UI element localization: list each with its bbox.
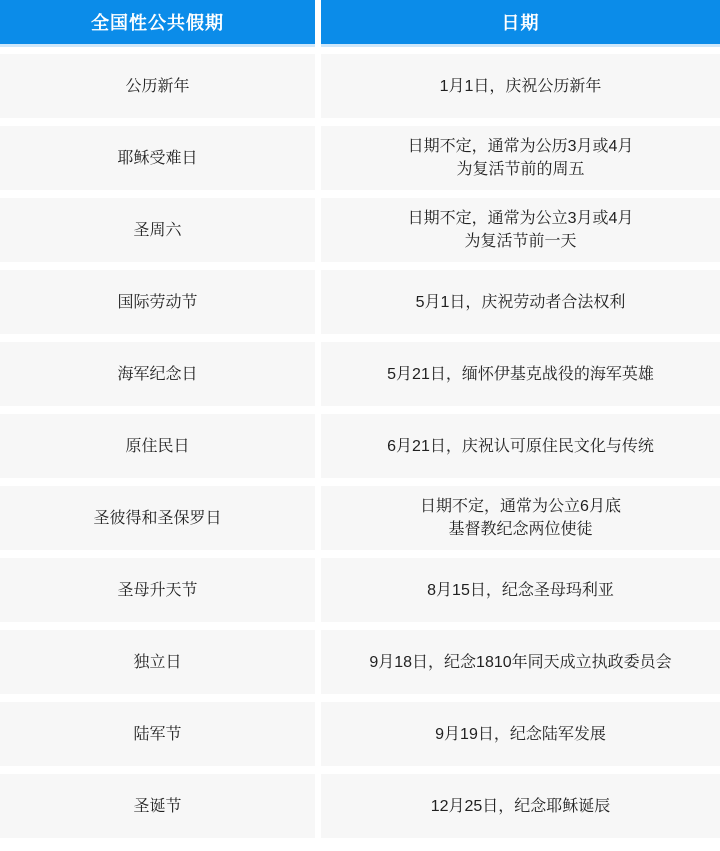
header-cell-date <box>321 0 720 47</box>
holiday-name-cell <box>0 126 315 190</box>
holiday-date-line: 12月25日，纪念耶稣诞辰 <box>430 797 611 815</box>
holiday-name-cell <box>0 702 315 766</box>
holiday-date-cell <box>321 558 720 622</box>
table-row <box>0 414 720 478</box>
holiday-date-cell <box>321 630 720 694</box>
table-header-row <box>0 0 720 47</box>
holiday-date-line: 为复活节前一天 <box>464 233 577 250</box>
holiday-name: 圣彼得和圣保罗日 <box>93 509 222 527</box>
holiday-date-line: 9月18日，纪念1810年同天成立执政委员会 <box>369 653 672 671</box>
holiday-name: 圣母升天节 <box>117 581 198 599</box>
table-row <box>0 702 720 766</box>
table-row <box>0 486 720 550</box>
holiday-date-line: 基督教纪念两位使徒 <box>448 521 593 538</box>
table-row <box>0 630 720 694</box>
holiday-date-line: 9月19日，纪念陆军发展 <box>435 725 606 743</box>
holiday-date-cell <box>321 702 720 766</box>
holiday-name: 国际劳动节 <box>117 293 198 311</box>
holiday-date-line: 6月21日，庆祝认可原住民文化与传统 <box>387 437 654 455</box>
holiday-name: 海军纪念日 <box>117 365 198 383</box>
holiday-date-line: 5月1日，庆祝劳动者合法权利 <box>415 293 626 311</box>
holiday-date-cell <box>321 414 720 478</box>
holiday-name: 独立日 <box>133 653 182 671</box>
holiday-date-cell <box>321 126 720 190</box>
holiday-name-cell <box>0 630 315 694</box>
table-row <box>0 54 720 118</box>
holiday-name-cell <box>0 270 315 334</box>
holiday-name: 耶稣受难日 <box>117 149 198 167</box>
holiday-date-cell <box>321 486 720 550</box>
holiday-date-line: 8月15日，纪念圣母玛利亚 <box>427 581 614 599</box>
holiday-date-cell <box>321 54 720 118</box>
holiday-name-cell <box>0 558 315 622</box>
holiday-name-cell <box>0 54 315 118</box>
holiday-name: 原住民日 <box>125 437 190 455</box>
holiday-date-cell <box>321 198 720 262</box>
holiday-date-line: 日期不定，通常为公立3月或4月 <box>407 210 634 227</box>
holiday-date-line: 1月1日，庆祝公历新年 <box>439 77 602 95</box>
table-row <box>0 198 720 262</box>
holiday-name-cell <box>0 342 315 406</box>
holiday-name: 圣周六 <box>133 221 182 239</box>
holiday-date-line: 日期不定，通常为公立6月底 <box>420 498 621 515</box>
holiday-date-line: 为复活节前的周五 <box>456 161 585 178</box>
holiday-name-cell <box>0 198 315 262</box>
table-row <box>0 774 720 838</box>
holiday-date-cell <box>321 774 720 838</box>
table-row <box>0 270 720 334</box>
table-row <box>0 126 720 190</box>
holiday-name: 陆军节 <box>133 725 182 743</box>
table-row <box>0 342 720 406</box>
holiday-date-cell <box>321 270 720 334</box>
holiday-name-cell <box>0 486 315 550</box>
holiday-date-line: 5月21日，缅怀伊基克战役的海军英雄 <box>387 365 654 383</box>
holiday-name-cell <box>0 774 315 838</box>
holiday-name: 公历新年 <box>125 77 190 95</box>
header-cell-holiday <box>0 0 315 47</box>
table-row <box>0 558 720 622</box>
header-label-holiday: 全国性公共假期 <box>91 13 224 33</box>
holiday-date-line: 日期不定，通常为公历3月或4月 <box>407 138 634 155</box>
holiday-name-cell <box>0 414 315 478</box>
holiday-name: 圣诞节 <box>133 797 182 815</box>
header-label-date: 日期 <box>501 13 540 33</box>
holiday-date-cell <box>321 342 720 406</box>
